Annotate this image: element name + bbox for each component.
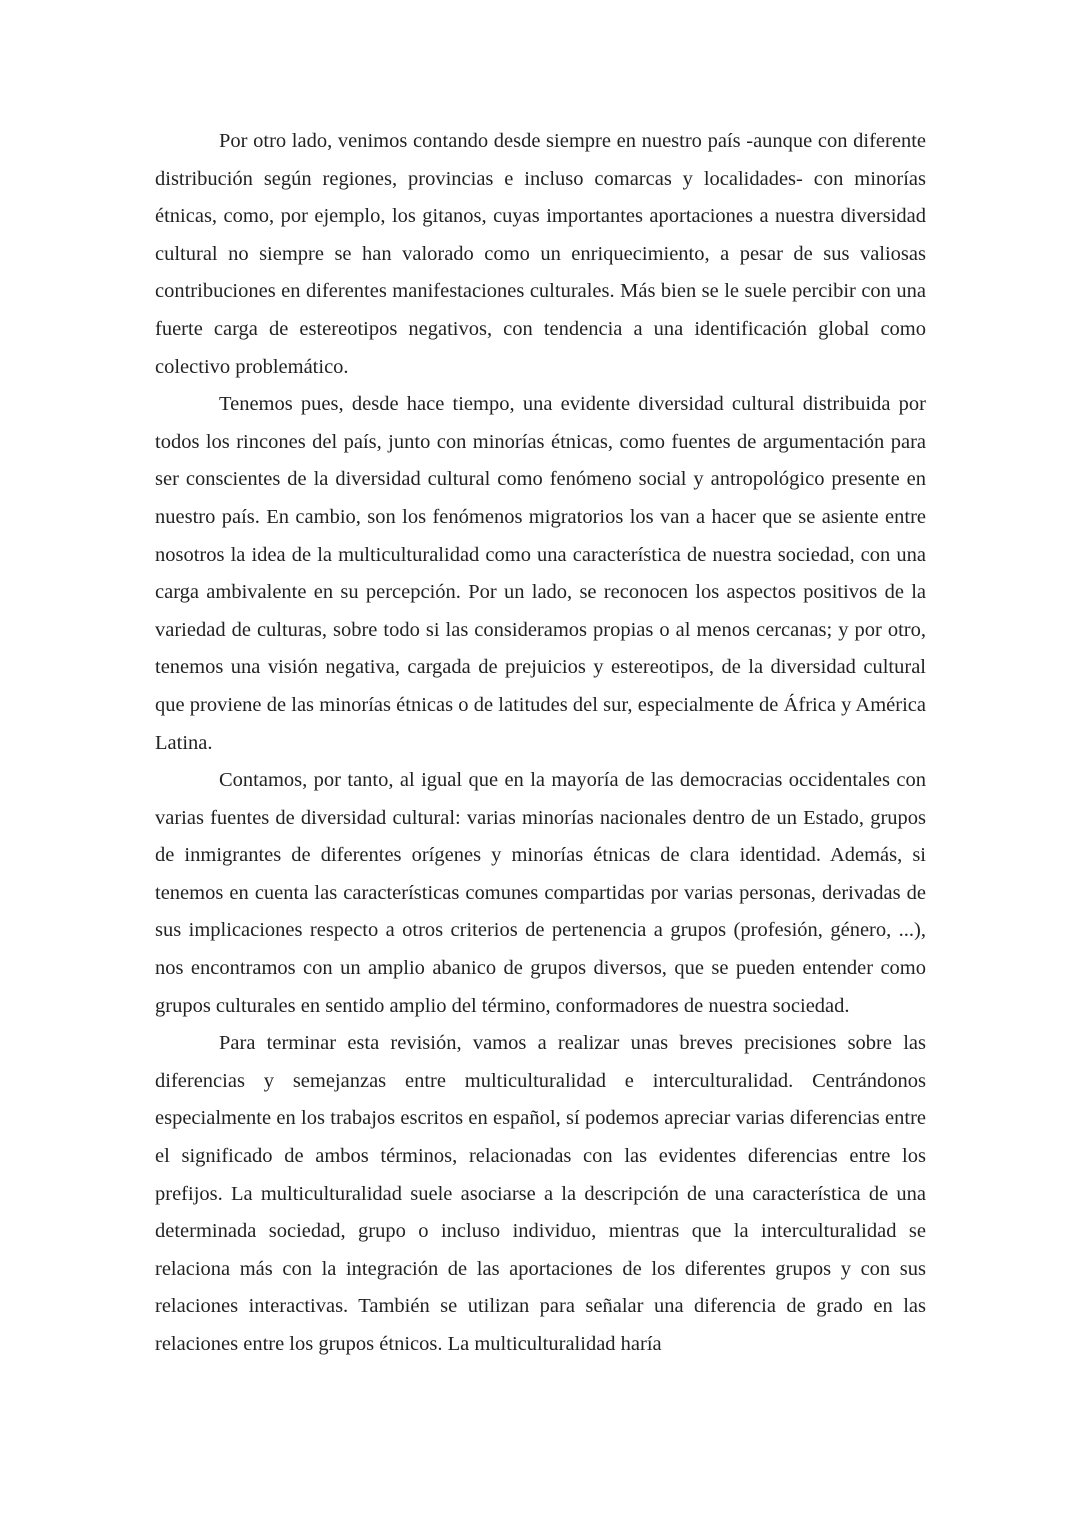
document-page xyxy=(155,123,926,1364)
paragraph-minorias-etnicas: Por otro lado, venimos contando desde siempre en nuestro país -aunque con diferente distribución según regiones, provincias e incluso comarcas y localidades- con minorías étnicas, como, por ejemplo, los gitanos, cuyas importantes aportaciones a nuestra diversidad cultural no siempre se han valorado como un enriquecimiento, a pesar de sus valiosas contribuciones en diferentes manifestaciones culturales. Más bien se le suele percibir con una fuerte carga de estereotipos negativos, con tendencia a una identificación global como colectivo problemático. xyxy=(155,130,926,378)
paragraph-fuentes-diversidad: Contamos, por tanto, al igual que en la mayoría de las democracias occidentales con varias fuentes de diversidad cultural: varias minorías nacionales dentro de un Estado, grupos de inmigrantes de diferentes orígenes y minorías étnicas de clara identidad. Además, si tenemos en cuenta las características comunes compartidas por varias personas, derivadas de sus implicaciones respecto a otros criterios de pertenencia a grupos (profesión, género, ...), nos encontramos con un amplio abanico de grupos diversos, que se pueden entender como grupos culturales en sentido amplio del término, conformadores de nuestra sociedad. xyxy=(155,769,926,1017)
paragraph-diversidad-cultural: Tenemos pues, desde hace tiempo, una evidente diversidad cultural distribuida por todos los rincones del país, junto con minorías étnicas, como fuentes de argumentación para ser conscientes de la diversidad cultural como fenómeno social y antropológico presente en nuestro país. En cambio, son los fenómenos migratorios los van a hacer que se asiente entre nosotros la idea de la multiculturalidad como una característica de nuestra sociedad, con una carga ambivalente en su percepción. Por un lado, se reconocen los aspectos positivos de la variedad de culturas, sobre todo si las consideramos propias o al menos cercanas; y por otro, tenemos una visión negativa, cargada de prejuicios y estereotipos, de la diversidad cultural que proviene de las minorías étnicas o de latitudes del sur, especialmente de África y América Latina. xyxy=(155,393,926,754)
paragraph-multi-vs-intercultural: Para terminar esta revisión, vamos a realizar unas breves precisiones sobre las diferencias y semejanzas entre multiculturalidad e interculturalidad. Centrándonos especialmente en los trabajos escritos en español, sí podemos apreciar varias diferencias entre el significado de ambos términos, relacionadas con las evidentes diferencias entre los prefijos. La multiculturalidad suele asociarse a la descripción de una característica de una determinada sociedad, grupo o incluso individuo, mientras que la interculturalidad se relaciona más con la integración de las aportaciones de los diferentes grupos y con sus relaciones interactivas. También se utilizan para señalar una diferencia de grado en las relaciones entre los grupos étnicos. La multiculturalidad haría xyxy=(155,1032,926,1355)
